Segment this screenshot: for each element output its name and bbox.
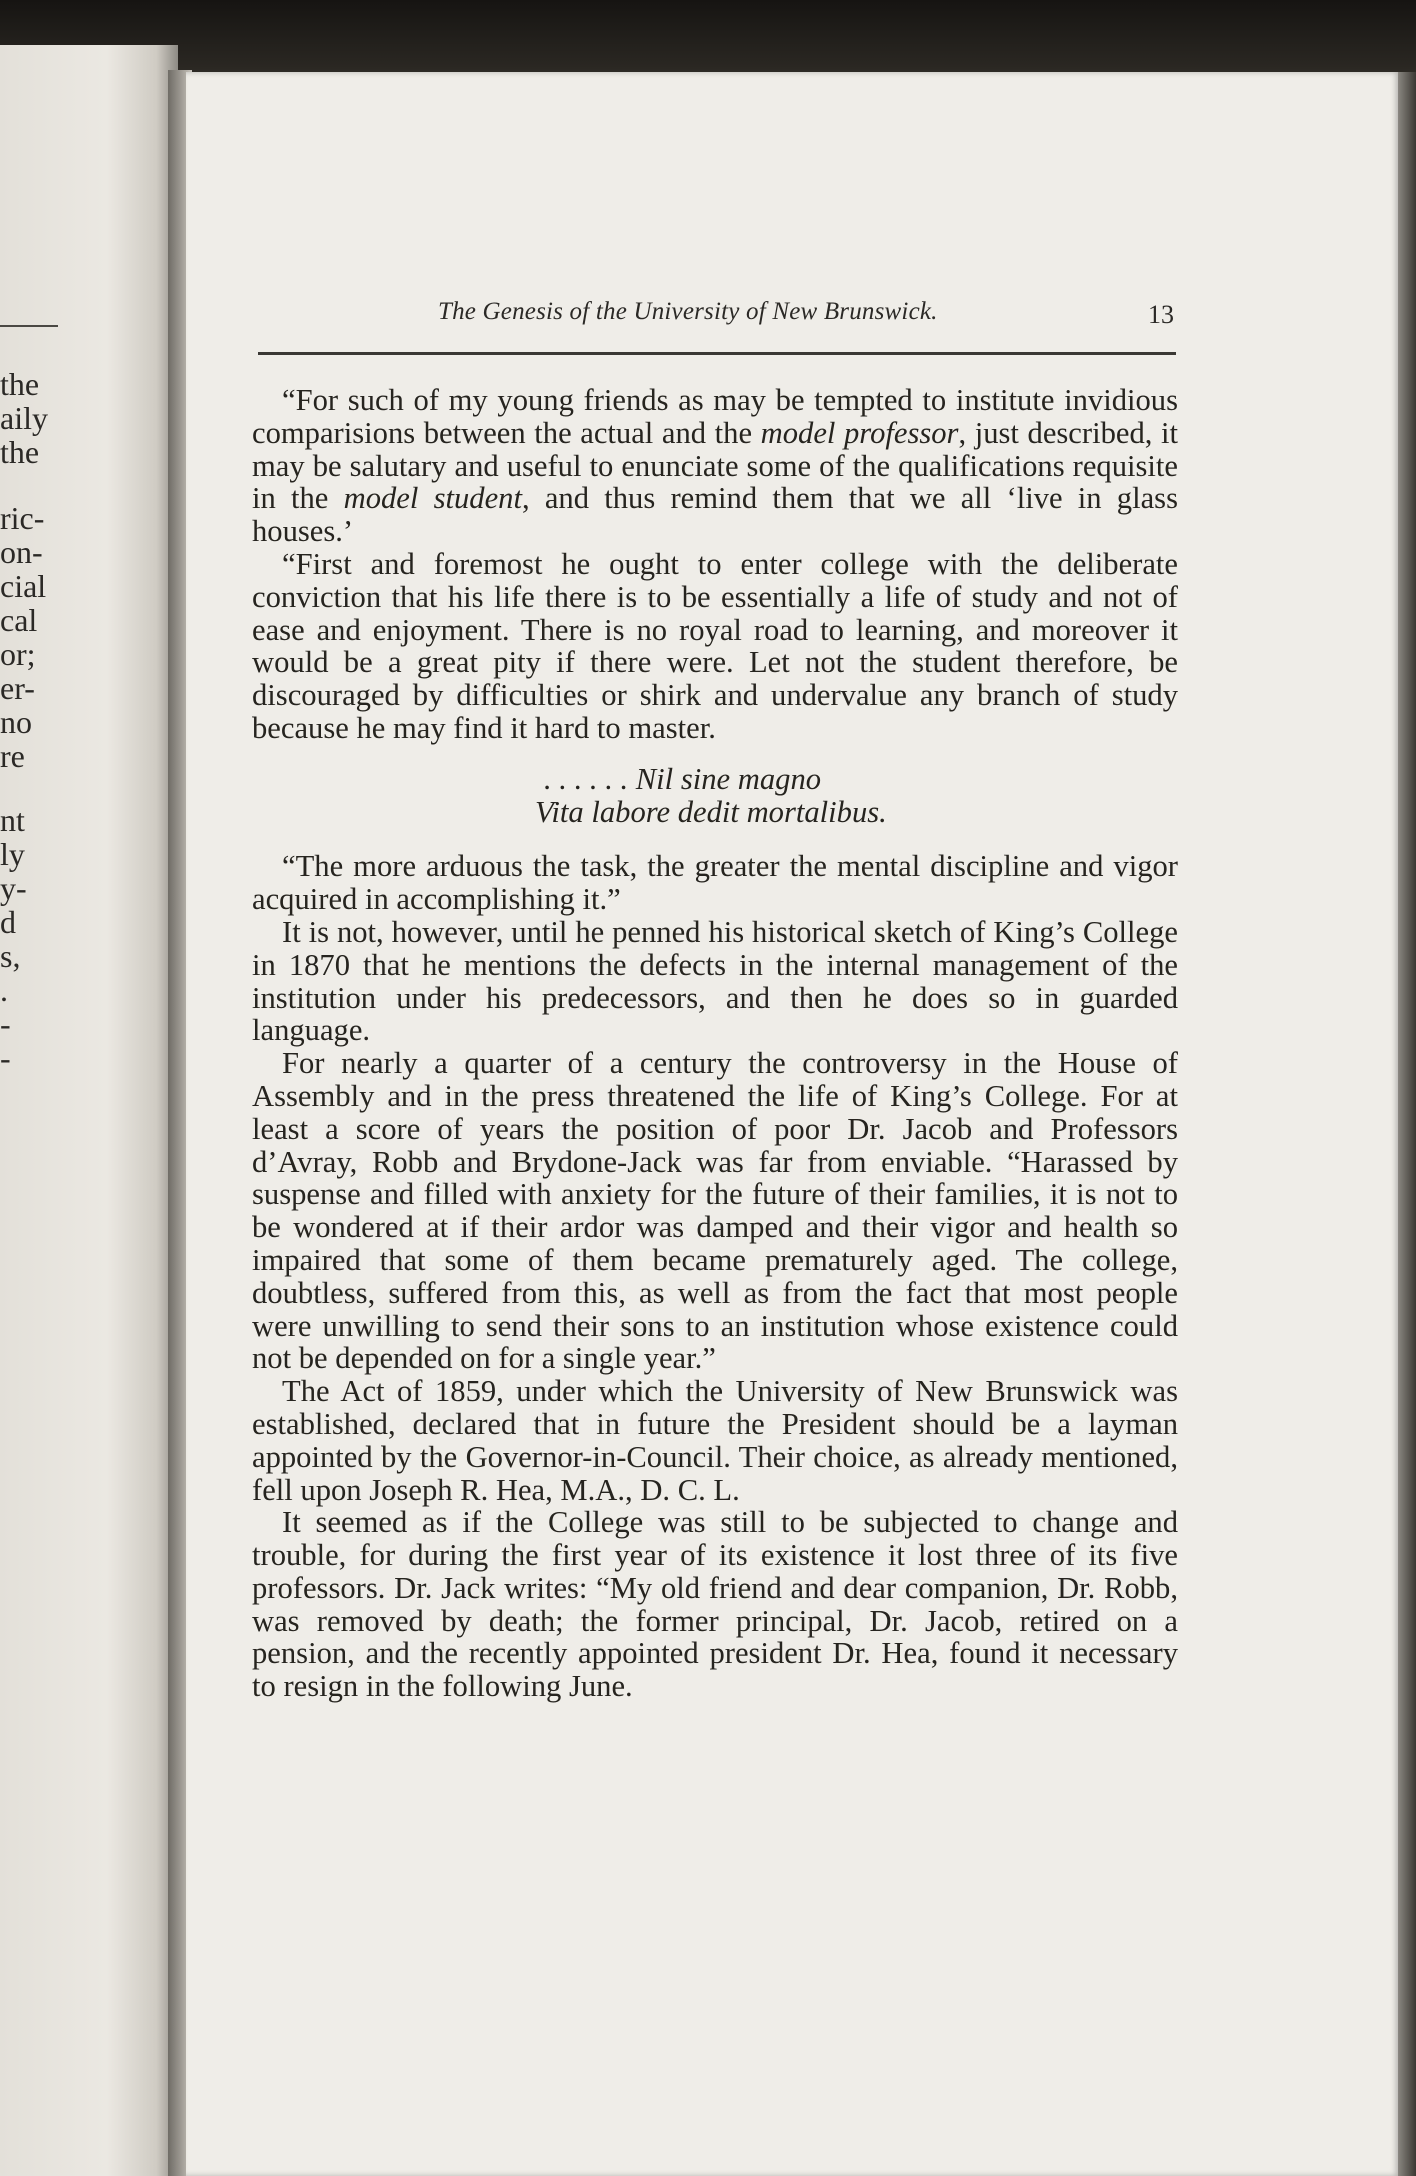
running-title: The Genesis of the University of New Brunswick. xyxy=(438,298,938,325)
facing-fragment: s, xyxy=(0,938,21,974)
facing-fragment: y- xyxy=(0,870,27,906)
facing-fragment: d xyxy=(0,904,16,940)
facing-fragment: cial xyxy=(0,568,47,604)
facing-fragment: ly xyxy=(0,836,25,872)
paragraph: For nearly a quarter of a century the controversy in the House of Assembly and in the press threatened the life of King’s College. For at least a score of years the position of poor Dr. Jacob and Professors d’Avray, Robb and Brydone-Jack was far from enviable. “Harassed by suspense and filled with anxiety for the future of their families, it is not to be wondered at if their ardor was damped and their vigor and health so impaired that some of them became prematurely aged. The college, doubtless, suffered from this, as well as from the fact that most people were unwilling to send their sons to an institution whose existence could not be depended on for a single year.” xyxy=(252,1046,1178,1376)
paragraph: It seemed as if the College was still to be subjected to change and trouble, for during the first year of its existence it lost three of its five professors. Dr. Jack writes: “My old friend and dear companion, Dr. Robb, was removed by death; the former principal, Dr. Jacob, retired on a pension, and the recently appointed president Dr. Hea, found it necessary to resign in the following June. xyxy=(252,1505,1178,1704)
facing-fragment: . xyxy=(0,972,8,1008)
facing-page-rule xyxy=(0,325,58,327)
paragraph: “The more arduous the task, the greater the mental discipline and vigor acquired in accomplishing it.” xyxy=(252,849,1178,917)
facing-fragment: nt xyxy=(0,802,25,838)
verse-line: Vita labore dedit mortalibus. xyxy=(535,794,887,829)
paragraph: “First and foremost he ought to enter college with the deliberate conviction that his life there is to be essentially a life of study and not of ease and enjoyment. There is no royal road to learning, and moreover it would be a great pity if there were. Let not the student therefore, be discouraged by difficulties or shirk and undervalue any branch of study because he may find it hard to master. xyxy=(252,546,1178,745)
running-header xyxy=(254,296,1174,340)
facing-fragment: or; xyxy=(0,636,36,672)
facing-fragment: ric- xyxy=(0,500,45,536)
facing-fragment: re xyxy=(0,738,25,774)
emphasis: model professor xyxy=(760,415,959,450)
text-run: , and thus remind them that we all ‘live in glass houses.’ xyxy=(252,481,1178,549)
facing-fragment: aily xyxy=(0,400,48,436)
facing-fragment: cal xyxy=(0,602,38,638)
page-edge-shadow xyxy=(1398,72,1416,2176)
emphasis: model student xyxy=(343,481,522,516)
text-run: , just described, it may be salutary and useful to enunciate some of the qualifications requisite in the xyxy=(252,415,1178,516)
page-number: 13 xyxy=(1148,300,1174,329)
facing-fragment: - xyxy=(0,1040,11,1076)
paragraph: It is not, however, until he penned his historical sketch of King’s College in 1870 that he mentions the defects in the internal management of the institution under his predecessors, and then he does so in guarded language. xyxy=(252,914,1178,1048)
paragraph: The Act of 1859, under which the University of New Brunswick was established, declared that in future the President should be a layman appointed by the Governor-in-Council. Their choice, as already mentioned, fell upon Joseph R. Hea, M.A., D. C. L. xyxy=(252,1374,1178,1507)
facing-page xyxy=(0,45,178,2176)
facing-fragment: the xyxy=(0,434,40,470)
facing-fragment: on- xyxy=(0,534,43,570)
text-run: “For such of my young friends as may be tempted to institute invidious comparisions between the actual and the xyxy=(252,383,1178,450)
facing-fragment: er- xyxy=(0,670,35,706)
facing-fragment: no xyxy=(0,704,32,740)
paragraph xyxy=(252,384,1178,548)
latin-verse xyxy=(252,763,1178,829)
facing-fragment: the xyxy=(0,366,40,402)
verse-line: . . . . . . Nil sine magno xyxy=(544,761,822,796)
facing-fragment: - xyxy=(0,1006,11,1042)
page-body xyxy=(252,384,1178,1703)
header-rule xyxy=(258,352,1176,355)
